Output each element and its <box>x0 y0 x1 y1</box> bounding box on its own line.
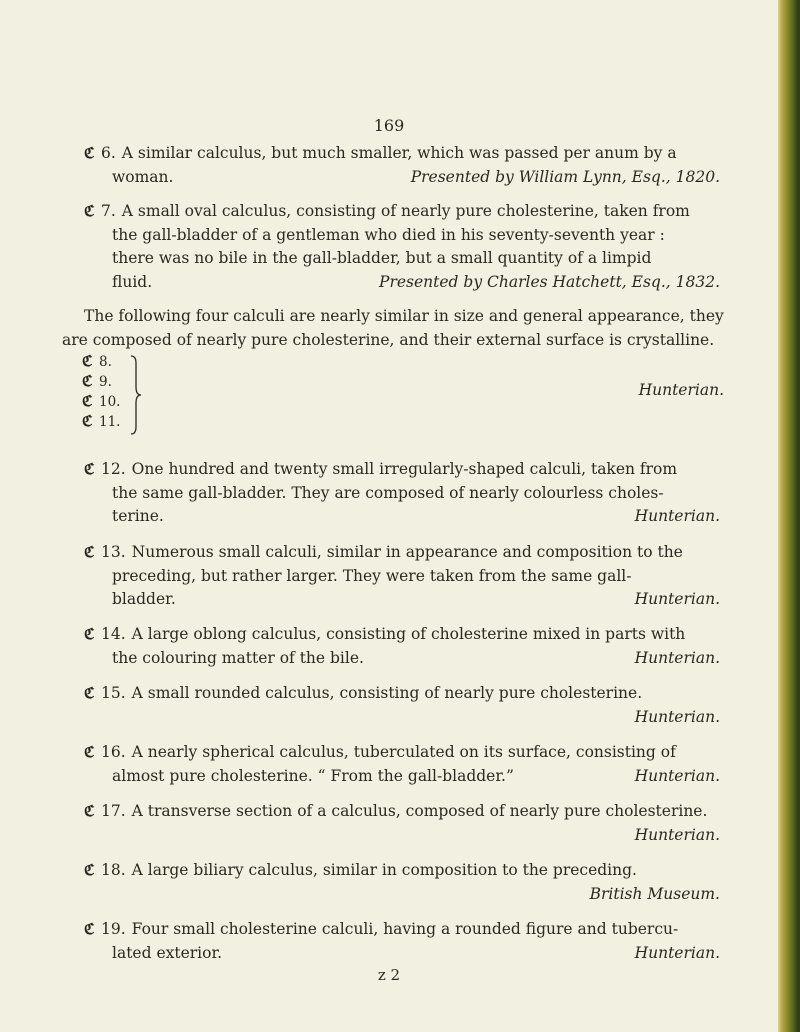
entry-text-line: A similar calculus, but much smaller, which was passed per anum by a <box>121 144 677 162</box>
entry-source: Hunterian. <box>634 707 720 726</box>
entry-text-line: woman. <box>112 167 174 186</box>
entry-text-line: A transverse section of a calculus, composed of nearly pure cholesterine. <box>131 802 708 820</box>
entry-text-line: A nearly spherical calculus, tuberculated on its surface, consisting of <box>131 743 676 761</box>
catalogue-entry <box>84 682 724 729</box>
specimen-symbol: ℭ <box>84 743 95 761</box>
specimen-symbol: ℭ <box>84 684 95 702</box>
entry-text-line: almost pure cholesterine. “ From the gall-bladder.” <box>112 766 514 785</box>
entry-number: 8. <box>99 354 112 370</box>
entry-text-line: One hundred and twenty small irregularly-shaped calculi, taken from <box>131 460 678 478</box>
entry-number: 6. <box>101 144 116 162</box>
entry-text-line: A small oval calculus, consisting of nearly pure cholesterine, taken from <box>121 202 690 220</box>
specimen-symbol: ℭ <box>84 144 95 162</box>
entry-text-line: the colouring matter of the bile. <box>112 648 364 667</box>
specimen-symbol: ℭ <box>82 392 93 410</box>
specimen-symbol: ℭ <box>84 625 95 643</box>
catalogue-entry <box>84 142 724 189</box>
entry-number: 12. <box>101 460 126 478</box>
catalogue-entry <box>84 200 724 294</box>
curly-brace-icon <box>130 355 142 435</box>
entry-text-line: the same gall-bladder. They are composed of nearly colourless choles- <box>112 483 664 502</box>
catalogue-entry <box>84 800 724 847</box>
entry-source: Presented by William Lynn, Esq., 1820. <box>410 167 720 186</box>
catalogue-entry <box>84 918 724 965</box>
grouped-entries <box>82 352 732 436</box>
specimen-symbol: ℭ <box>82 412 93 430</box>
entry-number: 13. <box>101 543 126 561</box>
entry-text-line: A large biliary calculus, similar in composition to the preceding. <box>131 861 637 879</box>
entry-text-line: bladder. <box>112 590 176 608</box>
entry-number: 18. <box>101 861 126 879</box>
entry-source: Hunterian. <box>634 766 720 785</box>
entry-number: 16. <box>101 743 126 761</box>
entry-source: Hunterian. <box>634 507 720 525</box>
entry-number: 14. <box>101 625 126 643</box>
entry-number: 19. <box>101 920 126 938</box>
specimen-symbol: ℭ <box>84 543 95 561</box>
entry-number: 11. <box>99 414 121 430</box>
intro-paragraph: The following four calculi are nearly similar in size and general appearance, they are composed of nearly pure cholesterine, and their external surface is crystalline. <box>62 307 724 349</box>
entry-source: Hunterian. <box>634 590 720 608</box>
group-source: Hunterian. <box>638 381 724 399</box>
entry-number: 15. <box>101 684 126 702</box>
entry-text-line: A small rounded calculus, consisting of nearly pure cholesterine. <box>131 684 643 702</box>
catalogue-entry <box>84 741 724 788</box>
catalogue-entry <box>84 623 724 670</box>
catalogue-entry <box>84 458 724 529</box>
entry-number: 9. <box>99 374 112 390</box>
specimen-symbol: ℭ <box>82 352 93 370</box>
specimen-symbol: ℭ <box>84 202 95 220</box>
entry-number: 17. <box>101 802 126 820</box>
specimen-symbol: ℭ <box>82 372 93 390</box>
entry-text-line: Four small cholesterine calculi, having a rounded figure and tubercu- <box>131 920 679 938</box>
entry-source: Hunterian. <box>634 648 720 667</box>
entry-text-line: fluid. <box>112 272 153 291</box>
entry-text-line: Numerous small calculi, similar in appearance and composition to the <box>131 543 683 561</box>
page-number: 169 <box>373 116 405 135</box>
entry-source: Hunterian. <box>634 943 720 962</box>
entry-source: British Museum. <box>589 884 720 903</box>
entry-number: 10. <box>99 394 121 410</box>
signature-mark: z 2 <box>377 966 401 984</box>
entry-text-line: there was no bile in the gall-bladder, but a small quantity of a limpid <box>112 249 652 267</box>
entry-text-line: terine. <box>112 507 164 525</box>
specimen-symbol: ℭ <box>84 460 95 478</box>
entry-text-line: the gall-bladder of a gentleman who died in his seventy-seventh year : <box>112 225 665 244</box>
book-edge <box>778 0 800 1032</box>
entry-number: 7. <box>101 202 116 220</box>
catalogue-entry <box>84 541 724 612</box>
entry-text-line: A large oblong calculus, consisting of cholesterine mixed in parts with <box>131 625 686 643</box>
specimen-symbol: ℭ <box>84 920 95 938</box>
entry-source: Presented by Charles Hatchett, Esq., 1832. <box>379 272 720 291</box>
specimen-symbol: ℭ <box>84 861 95 879</box>
specimen-symbol: ℭ <box>84 802 95 820</box>
entry-source: Hunterian. <box>634 825 720 844</box>
catalogue-entry <box>84 859 724 906</box>
entry-text-line: lated exterior. <box>112 943 223 962</box>
entry-text-line: preceding, but rather larger. They were taken from the same gall- <box>112 566 632 585</box>
